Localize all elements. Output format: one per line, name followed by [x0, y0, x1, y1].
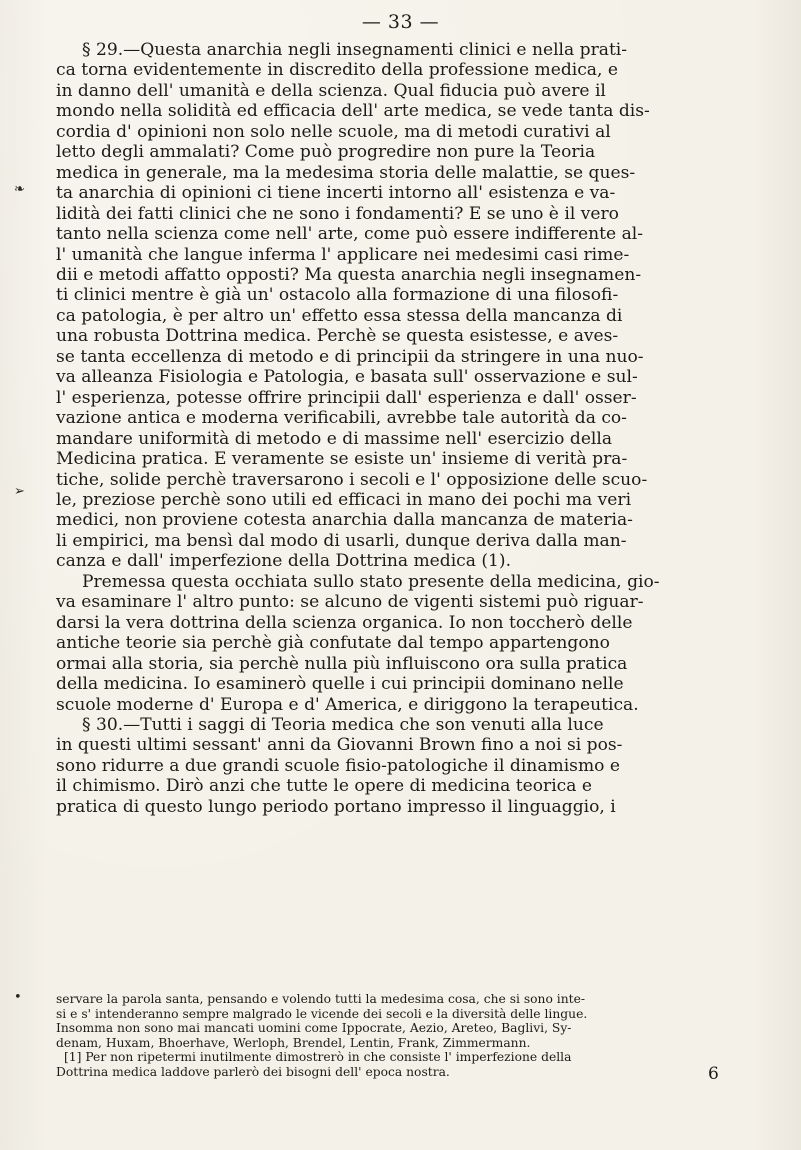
text-line: mondo nella solidità ed efficacia dell' arte medica, se vede tanta dis-	[56, 101, 650, 122]
text-line: ti clinici mentre è già un' ostacolo alla formazione di una filosofi-	[56, 285, 619, 306]
text-line: li empirici, ma bensì dal modo di usarli, dunque deriva dalla man-	[56, 530, 627, 551]
footnote-line: si e s' intenderanno sempre malgrado le vicende dei secoli e la diversità delle lingue.	[56, 1006, 588, 1021]
text-line: ca patologia, è per altro un' effetto essa stessa della mancanza di	[56, 305, 623, 326]
text-line: l' esperienza, potesse offrire principii dall' esperienza e dall' osser-	[56, 387, 637, 408]
text-line: canza e dall' imperfezione della Dottrina medica (1).	[56, 551, 512, 572]
footnote-line: Dottrina medica laddove parlerò dei bisogni dell' epoca nostra.	[56, 1064, 450, 1079]
text-line: le, preziose perchè sono utili ed efficaci in mano dei pochi ma veri	[56, 489, 632, 510]
text-line: dii e metodi affatto opposti? Ma questa anarchia negli insegnamen-	[56, 264, 642, 285]
text-line: va alleanza Fisiologia e Patologia, e basata sull' osservazione e sul-	[56, 367, 638, 388]
margin-mark-middle: ➢	[14, 484, 25, 499]
text-line: sono ridurre a due grandi scuole fisio-patologiche il dinamismo e	[56, 755, 621, 776]
text-line: se tanta eccellenza di metodo e di principii da stringere in una nuo-	[56, 346, 644, 367]
text-line: § 29.—Questa anarchia negli insegnamenti clinici e nella prati-	[82, 40, 628, 60]
text-line: scuole moderne d' Europa e d' America, e diriggono la terapeutica.	[56, 694, 639, 715]
footnote-line: Insomma non sono mai mancati uomini come Ippocrate, Aezio, Areteo, Baglivi, Sy-	[56, 1021, 572, 1036]
text-line: ta anarchia di opinioni ci tiene incerti intorno all' esistenza e va-	[56, 183, 616, 204]
margin-mark-bottom: •	[14, 990, 22, 1005]
text-line: § 30.—Tutti i saggi di Teoria medica che son venuti alla luce	[82, 714, 604, 735]
text-line: l' umanità che langue inferma l' applicare nei medesimi casi rime-	[56, 244, 630, 265]
text-line: cordia d' opinioni non solo nelle scuole, ma di metodi curativi al	[56, 121, 611, 142]
text-line: medici, non proviene cotesta anarchia dalla mancanza de materia-	[56, 510, 633, 531]
text-line: antiche teorie sia perchè già confutate dal tempo appartengono	[56, 633, 610, 654]
text-line: tiche, solide perchè traversarono i secoli e l' opposizione delle scuo-	[56, 469, 648, 490]
footnote-line: servare la parola santa, pensando e volendo tutti la medesima cosa, che si sono inte-	[56, 992, 586, 1006]
margin-mark-top: ❧	[14, 182, 25, 197]
text-line: darsi la vera dottrina della scienza organica. Io non toccherò delle	[56, 612, 633, 633]
text-line: vazione antica e moderna verificabili, avrebbe tale autorità da co-	[56, 408, 627, 429]
text-line: in danno dell' umanità e della scienza. Qual fiducia può avere il	[56, 80, 606, 101]
main-text	[56, 40, 770, 817]
text-line: va esaminare l' altro punto: se alcuno de vigenti sistemi può riguar-	[56, 592, 644, 613]
text-line: il chimismo. Dirò anzi che tutte le opere di medicina teorica e	[56, 776, 592, 797]
text-line: pratica di questo lungo periodo portano impresso il linguaggio, i	[56, 796, 616, 817]
footnotes	[56, 992, 770, 1080]
text-line: in questi ultimi sessant' anni da Giovanni Brown fino a noi si pos-	[56, 735, 623, 756]
text-line: medica in generale, ma la medesima storia delle malattie, se ques-	[56, 162, 636, 183]
text-line: ca torna evidentemente in discredito della professione medica, e	[56, 60, 618, 81]
text-line: tanto nella scienza come nell' arte, come può essere indifferente al-	[56, 224, 644, 245]
footnote-line: [1] Per non ripetermi inutilmente dimostrerò in che consiste l' imperfezione della	[64, 1050, 572, 1065]
footnote-line: denam, Huxam, Bhoerhave, Werloph, Brendel, Lentin, Frank, Zimmermann.	[56, 1035, 531, 1050]
text-line: Medicina pratica. E veramente se esiste un' insieme di verità pra-	[56, 449, 628, 470]
signature-mark: 6	[708, 1064, 719, 1084]
page-number-header: — 33 —	[361, 11, 440, 33]
text-line: mandare uniformità di metodo e di massime nell' esercizio della	[56, 428, 613, 449]
text-line: lidità dei fatti clinici che ne sono i fondamenti? E se uno è il vero	[56, 203, 619, 224]
text-line: una robusta Dottrina medica. Perchè se questa esistesse, e aves-	[56, 326, 619, 347]
text-line: letto degli ammalati? Come può progredire non pure la Teoria	[56, 142, 596, 163]
text-line: Premessa questa occhiata sullo stato presente della medicina, gio-	[82, 571, 660, 592]
text-line: della medicina. Io esaminerò quelle i cui principii dominano nelle	[56, 674, 624, 695]
text-line: ormai alla storia, sia perchè nulla più influiscono ora sulla pratica	[56, 653, 628, 674]
